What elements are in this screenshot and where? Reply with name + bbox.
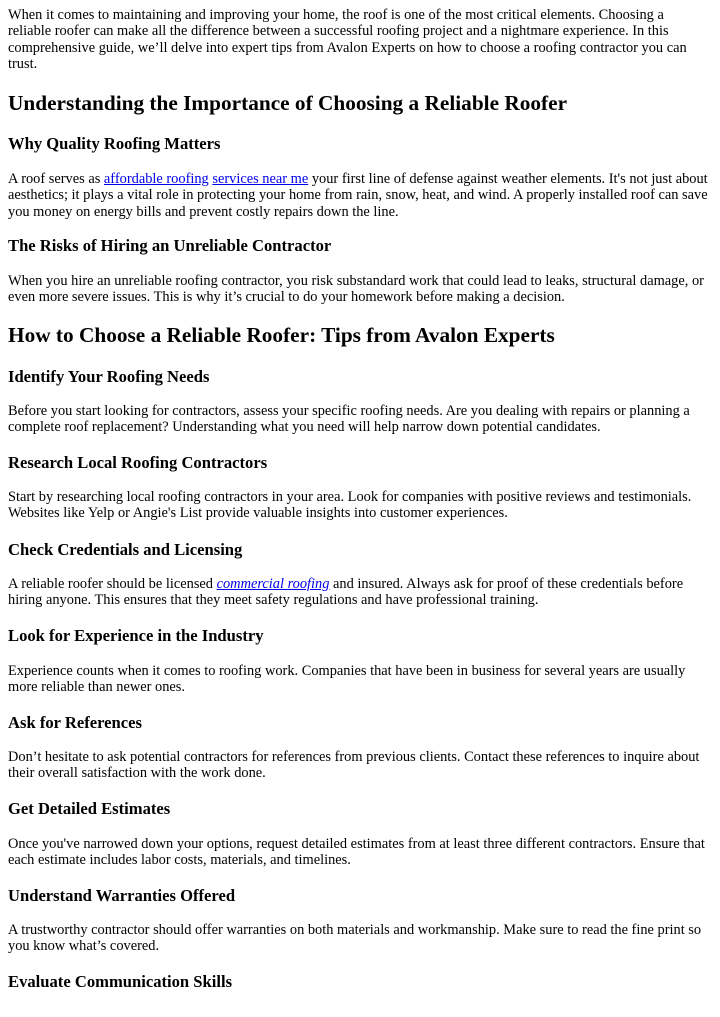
heading-identify-needs: Identify Your Roofing Needs (8, 367, 210, 386)
paragraph-credentials (8, 576, 708, 609)
heading-warranties: Understand Warranties Offered (8, 886, 236, 905)
link-affordable-roofing[interactable]: affordable roofing (103, 171, 209, 187)
heading-risks: The Risks of Hiring an Unreliable Contractor (8, 236, 332, 255)
link-services-near-me[interactable]: services near me (212, 171, 309, 187)
section-title-importance: Understanding the Importance of Choosing a Reliable Roofer (8, 91, 568, 115)
heading-communication: Evaluate Communication Skills (8, 972, 233, 991)
credentials-text-after: and insured. Always ask for proof of these credentials before hiring anyone. This ensures that they meet safety regulations and have professional training. (8, 576, 684, 609)
paragraph-why-quality (8, 171, 716, 220)
heading-credentials: Check Credentials and Licensing (8, 540, 243, 559)
heading-experience: Look for Experience in the Industry (8, 626, 264, 645)
heading-research: Research Local Roofing Contractors (8, 453, 268, 472)
paragraph-risks: When you hire an unreliable roofing contractor, you risk substandard work that could lead to leaks, structural damage, or even more severe issues. This is why it’s crucial to do your homework before making a decision. (8, 273, 704, 306)
paragraph-research: Start by researching local roofing contractors in your area. Look for companies with positive reviews and testimonials. Websites like Yelp or Angie's List provide valuable insights into customer experiences. (8, 489, 692, 522)
intro-paragraph: When it comes to maintaining and improving your home, the roof is one of the most critical elements. Choosing a reliable roofer can make all the difference between a successful roofing project and a nightmare experience. In this comprehensive guide, we’ll delve into expert tips from Avalon Experts on how to choose a roofing contractor you can trust. (8, 7, 687, 73)
link-commercial-roofing[interactable]: commercial roofing (216, 576, 330, 592)
paragraph-experience: Experience counts when it comes to roofing work. Companies that have been in business for several years are usually more reliable than newer ones. (8, 663, 686, 696)
heading-references: Ask for References (8, 713, 142, 732)
credentials-text-before: A reliable roofer should be licensed (8, 576, 217, 592)
paragraph-references: Don’t hesitate to ask potential contractors for references from previous clients. Contact these references to inquire about their overall satisfaction with the work done. (8, 749, 700, 782)
paragraph-identify-needs: Before you start looking for contractors, assess your specific roofing needs. Are you dealing with repairs or planning a complete roof replacement? Understanding what you need will help narrow down potential candidates. (8, 403, 690, 436)
paragraph-warranties: A trustworthy contractor should offer warranties on both materials and workmanship. Make sure to read the fine print so you know what’s covered. (8, 922, 702, 955)
paragraph-estimates: Once you've narrowed down your options, request detailed estimates from at least three different contractors. Ensure that each estimate includes labor costs, materials, and timelines. (8, 836, 705, 869)
section-title-how-to-choose: How to Choose a Reliable Roofer: Tips from Avalon Experts (8, 323, 555, 347)
heading-why-quality: Why Quality Roofing Matters (8, 134, 221, 153)
quality-text-before: A roof serves as (8, 171, 104, 187)
heading-estimates: Get Detailed Estimates (8, 799, 171, 818)
quality-text-after: your first line of defense against weather elements. It's not just about aesthetics; it plays a vital role in protecting your home from rain, snow, heat, and wind. A properly installed roof can save you money on energy bills and prevent costly repairs down the line. (8, 171, 708, 220)
